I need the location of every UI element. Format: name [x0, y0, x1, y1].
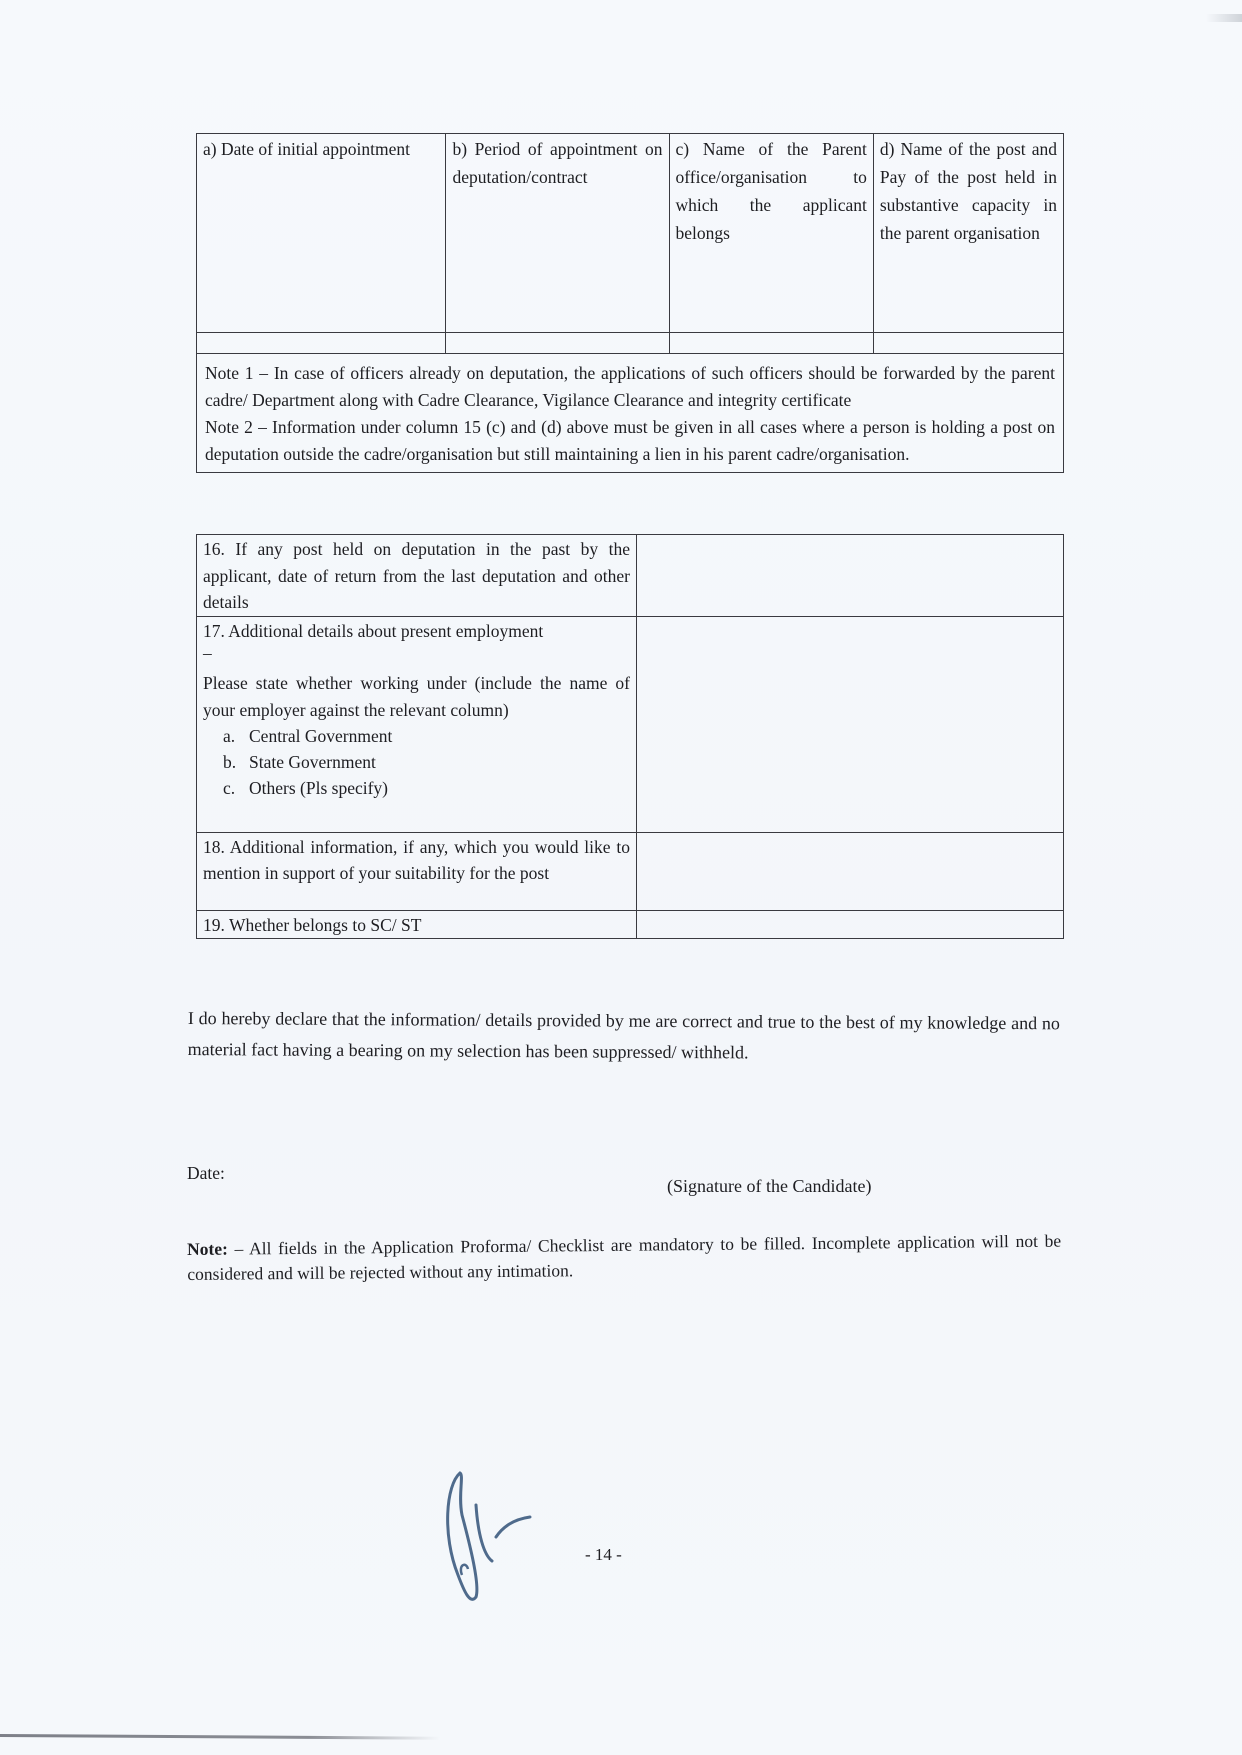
- period-deputation-field[interactable]: [446, 333, 669, 354]
- mandatory-fields-note: [187, 1229, 1061, 1287]
- question-18-answer-field[interactable]: [637, 832, 1064, 910]
- column-header-period-deputation: b) Period of appointment on deputation/contract: [446, 134, 669, 333]
- question-19-answer-field[interactable]: [637, 910, 1064, 939]
- table-row: [197, 333, 1064, 354]
- date-label: Date:: [187, 1163, 225, 1183]
- option-central-government: Central Government: [249, 726, 393, 746]
- question-text: If any post held on deputation in the past by the applicant, date of return from the last deputation and other details: [203, 539, 631, 612]
- question-18-label: [197, 832, 637, 910]
- questions-table: [196, 534, 1064, 939]
- question-17-answer-field[interactable]: [637, 616, 1064, 832]
- question-number: 19.: [203, 914, 225, 935]
- question-16-label: [197, 535, 637, 617]
- question-number: 18.: [203, 836, 225, 857]
- option-state-government: State Government: [249, 752, 376, 772]
- note-1: Note 1 – In case of officers already on deputation, the applications of such officers should be forwarded by the parent cadre/ Department along with Cadre Clearance, Vigilance Clearance and integrity certificate: [205, 363, 1055, 410]
- handwritten-initials-icon: [440, 1465, 560, 1615]
- question-text: Additional details about present employment: [228, 620, 544, 641]
- question-18-row: [197, 832, 1064, 910]
- column-header-post-and-pay: d) Name of the post and Pay of the post held in substantive capacity in the parent organisation: [873, 134, 1063, 333]
- table-header-row: [197, 134, 1064, 333]
- signature-label: (Signature of the Candidate): [667, 1176, 872, 1196]
- list-item: [223, 749, 630, 775]
- declaration-text: I do hereby declare that the information/ details provided by me are correct and true to the best of my knowledge and no material fact having a bearing on my selection has been suppressed/ withheld.: [187, 1007, 1060, 1063]
- column-header-parent-office: c) Name of the Parent office/organisation to which the applicant belongs: [669, 134, 873, 333]
- question-number: 16.: [203, 539, 225, 559]
- scan-corner-shadow: [1206, 14, 1242, 22]
- question-19-label: [197, 910, 637, 939]
- note-label: Note:: [187, 1238, 229, 1259]
- notes-row: [197, 354, 1064, 473]
- option-others: Others (Pls specify): [249, 778, 389, 798]
- scan-edge-line: [0, 1734, 440, 1740]
- note-2: Note 2 – Information under column 15 (c) and (d) above must be given in all cases where a person is holding a post on deputation outside the cadre/organisation but still maintaining a lien in his parent cadre/organisation.: [205, 417, 1055, 464]
- question-number: 17.: [203, 620, 225, 641]
- column-header-date-initial-appointment: a) Date of initial appointment: [197, 134, 446, 333]
- date-initial-appointment-field[interactable]: [197, 333, 446, 354]
- question-17-label: [197, 616, 637, 832]
- page-number: - 14 -: [585, 1545, 622, 1564]
- list-marker: a.: [223, 726, 236, 746]
- dash-separator: –: [203, 643, 212, 663]
- list-item: [223, 775, 630, 801]
- notes-cell: [197, 354, 1064, 473]
- question-19-row: [197, 910, 1064, 939]
- question-17-row: [197, 616, 1064, 832]
- employment-details-table: [196, 133, 1064, 473]
- question-17-detail: Please state whether working under (include the name of your employer against the relevant column): [203, 673, 630, 720]
- question-text: Whether belongs to SC/ ST: [228, 914, 422, 935]
- list-marker: b.: [223, 752, 237, 772]
- note-text: – All fields in the Application Proforma/ Checklist are mandatory to be filled. Incomplete application will not be considered and will be rejected without any intimation.: [187, 1230, 1062, 1284]
- post-and-pay-field[interactable]: [873, 333, 1063, 354]
- question-text: Additional information, if any, which you would like to mention in support of your suitability for the post: [203, 836, 630, 883]
- parent-office-field[interactable]: [669, 333, 873, 354]
- list-marker: c.: [223, 778, 236, 798]
- question-16-row: [197, 535, 1064, 617]
- employer-type-list: [203, 723, 630, 801]
- list-item: [223, 723, 630, 749]
- question-16-answer-field[interactable]: [637, 535, 1064, 617]
